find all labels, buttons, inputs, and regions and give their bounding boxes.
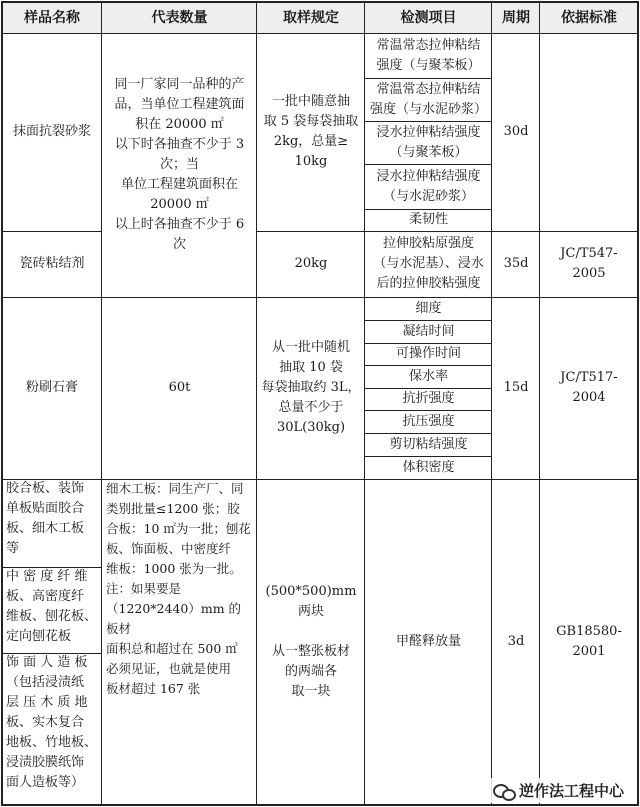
board-quantity <box>102 479 257 805</box>
mortar-item-line: （与聚苯板） <box>389 144 468 160</box>
mortar-sampling-line: 10kg <box>294 154 328 169</box>
mortar-item-line: 强度（与水泥砂浆） <box>369 101 487 117</box>
header-sample-name: 样品名称 <box>2 2 102 33</box>
tile-item-line: 后的拉伸胶粘强度 <box>376 276 481 291</box>
col-line <box>539 1 540 806</box>
item-line <box>364 320 492 321</box>
border-left <box>1 1 3 806</box>
board-name-line: 维板、刨花板、 <box>6 609 98 624</box>
board-quantity-line: 类别批量≤1200 张；胶 <box>106 501 240 516</box>
gypsum-sampling-line: 每袋抽取约 3L， <box>261 380 361 395</box>
board-sampling-line: 从一整张板材 <box>271 644 350 659</box>
mortar-name: 抹面抗裂砂浆 <box>12 124 91 139</box>
gypsum-item-compressive: 抗压强度 <box>402 413 455 429</box>
board-name-line: 浸渍胶膜纸饰 <box>6 755 85 770</box>
mortar-item-line: （与水泥砂浆） <box>382 188 474 204</box>
border-bottom <box>1 804 639 806</box>
board-name-plywood <box>2 479 102 567</box>
header-quantity: 代表数量 <box>102 2 257 33</box>
board-name-line: 层 压 木 质 地 <box>6 695 88 710</box>
board-quantity-line: 细木工板：同生产厂、同 <box>106 481 244 496</box>
mortar-sampling-line: 一批中随意抽 <box>271 94 350 109</box>
mortar-quantity-line: 以下时各抽查不少于 3 <box>114 137 245 152</box>
item-line <box>364 388 492 389</box>
gypsum-item-flexural: 抗折强度 <box>402 391 455 406</box>
tile-test-items <box>365 231 492 297</box>
row-line <box>1 33 639 34</box>
board-name-line: 等 <box>6 541 20 556</box>
gypsum-sampling-line: 30L(30kg) <box>276 420 346 435</box>
board-name-fiberboard <box>2 567 102 653</box>
mortar-item-3 <box>365 121 492 164</box>
mortar-quantity-line: 积在 20000 ㎡ <box>135 117 224 132</box>
row-line <box>1 297 639 298</box>
gypsum-quantity: 60t <box>168 380 191 395</box>
board-quantity-line: 合板：10 ㎡为一批；刨花 <box>106 521 251 536</box>
gypsum-name: 粉刷石膏 <box>25 380 78 395</box>
tile-item-line: 拉伸胶粘原强度 <box>382 236 474 251</box>
gypsum-period: 15d <box>503 380 529 395</box>
item-line <box>364 410 492 411</box>
gypsum-item-shear-bond: 剪切粘结强度 <box>389 436 468 452</box>
board-standard: GB18580-2001 <box>556 624 622 659</box>
header-standard: 依据标准 <box>540 2 638 33</box>
mortar-period: 30d <box>503 124 529 139</box>
mortar-item-line: 浸水拉伸粘结强度 <box>376 168 481 184</box>
mortar-quantity-line: 20000 ㎡ <box>150 197 209 212</box>
board-quantity-line: 注：如果要是 <box>106 581 182 596</box>
board-name-line: 定向刨花板 <box>6 629 72 644</box>
mortar-item-4 <box>365 164 492 209</box>
row-line <box>256 231 639 232</box>
item-line <box>364 164 492 165</box>
board-quantity-line: 必须见证，也就是使用 <box>106 661 232 676</box>
border-right <box>637 1 639 806</box>
board-sampling-line: (500*500)mm <box>265 584 357 599</box>
wechat-icon <box>493 782 515 800</box>
board-name-line: 板、高密度纤 <box>6 589 85 604</box>
board-sampling-line: 两块 <box>297 604 324 619</box>
item-line <box>364 209 492 210</box>
item-line <box>364 121 492 122</box>
gypsum-item-density: 体积密度 <box>402 459 455 475</box>
header-period: 周期 <box>492 2 540 33</box>
gypsum-item-water-retention: 保水率 <box>408 368 448 384</box>
mortar-item-5: 柔韧性 <box>408 212 448 227</box>
board-sampling <box>257 479 365 805</box>
mortar-item-1 <box>365 33 492 78</box>
board-name-line: 面人造板等） <box>6 775 85 790</box>
border-top <box>1 1 639 3</box>
mortar-quantity-line: 品，当单位工程建筑面 <box>114 97 245 112</box>
board-test-item: 甲醛释放量 <box>395 634 461 649</box>
gypsum-standard: JC/T517-2004 <box>560 370 618 405</box>
mortar-sampling-line: 2kg，总量≥ <box>273 134 349 149</box>
gypsum-sampling-line: 从一批中随机 <box>271 340 350 355</box>
row-line <box>1 479 639 480</box>
tile-standard: JC/T547-2005 <box>560 246 618 281</box>
item-line <box>364 343 492 344</box>
gypsum-sampling-line: 抽取 10 袋 <box>279 360 343 375</box>
mortar-quantity <box>102 33 257 297</box>
board-quantity-line: 维板：1000 张为一批。 <box>106 561 242 576</box>
board-sampling-line: 取一块 <box>291 684 331 699</box>
board-quantity-line: 板材超过 167 张 <box>106 681 201 696</box>
tile-item-line: （与水泥基）、浸水 <box>373 256 484 271</box>
mortar-item-line: 浸水拉伸粘结强度 <box>376 124 481 140</box>
item-line <box>364 433 492 434</box>
board-quantity-line: （1220*2440）mm 的板材 <box>106 601 242 636</box>
board-name-decorative <box>2 653 102 805</box>
gypsum-sampling <box>257 297 365 479</box>
board-name-line: 胶合板、装饰 <box>6 481 85 496</box>
col-line <box>256 1 257 806</box>
header-test-items: 检测项目 <box>365 2 492 33</box>
board-quantity-line: 板、饰面板、中密度纤 <box>106 541 232 556</box>
row-line <box>1 567 102 568</box>
mortar-quantity-line: 单位工程建筑面积在 <box>120 177 238 192</box>
board-name-line: 中 密 度 纤 维 <box>6 569 88 584</box>
board-name-line: （包括浸渍纸 <box>6 675 85 690</box>
board-name-line: 板、实木复合 <box>6 715 85 730</box>
col-line <box>101 1 102 806</box>
mortar-standard <box>540 33 638 231</box>
board-sampling-line: 的两端各 <box>284 664 337 679</box>
mortar-item-line: 常温常态拉伸粘结 <box>376 37 481 53</box>
mortar-quantity-line: 次；当 <box>159 157 199 172</box>
mortar-quantity-line: 次 <box>172 237 186 252</box>
gypsum-item-fineness: 细度 <box>415 300 442 316</box>
watermark-text: 逆作法工程中心 <box>518 782 624 800</box>
board-name-line: 板、细木工板 <box>6 521 85 536</box>
mortar-item-line: 强度（与聚苯板） <box>376 57 481 73</box>
board-name-line: 地板、竹地板、 <box>6 735 98 750</box>
item-line <box>364 456 492 457</box>
tile-period: 35d <box>503 256 529 271</box>
tile-sampling: 20kg <box>294 256 328 271</box>
item-line <box>364 365 492 366</box>
gypsum-item-setting-time: 凝结时间 <box>402 323 455 339</box>
gypsum-sampling-line: 总量不少于 <box>278 400 344 415</box>
watermark <box>489 778 628 803</box>
mortar-quantity-line: 同一厂家同一品种的产 <box>114 77 245 92</box>
mortar-item-line: 常温常态拉伸粘结 <box>376 81 481 97</box>
row-line <box>1 653 102 654</box>
header-sampling: 取样规定 <box>257 2 365 33</box>
mortar-sampling <box>257 33 365 231</box>
board-name-line: 单板贴面胶合 <box>6 501 85 516</box>
board-period: 3d <box>507 634 525 649</box>
mortar-item-2 <box>365 78 492 121</box>
mortar-quantity-line: 以上时各抽查不少于 6 <box>114 217 245 232</box>
tile-name: 瓷砖粘结剂 <box>19 256 85 271</box>
mortar-sampling-line: 取 5 袋每袋抽取 <box>263 114 359 129</box>
row-line <box>1 231 102 232</box>
item-line <box>364 78 492 79</box>
gypsum-item-workable-time: 可操作时间 <box>395 346 461 361</box>
board-name-line: 饰 面 人 造 板 <box>6 655 88 670</box>
board-quantity-line: 面积总和超过在 500 ㎡ <box>106 641 238 656</box>
